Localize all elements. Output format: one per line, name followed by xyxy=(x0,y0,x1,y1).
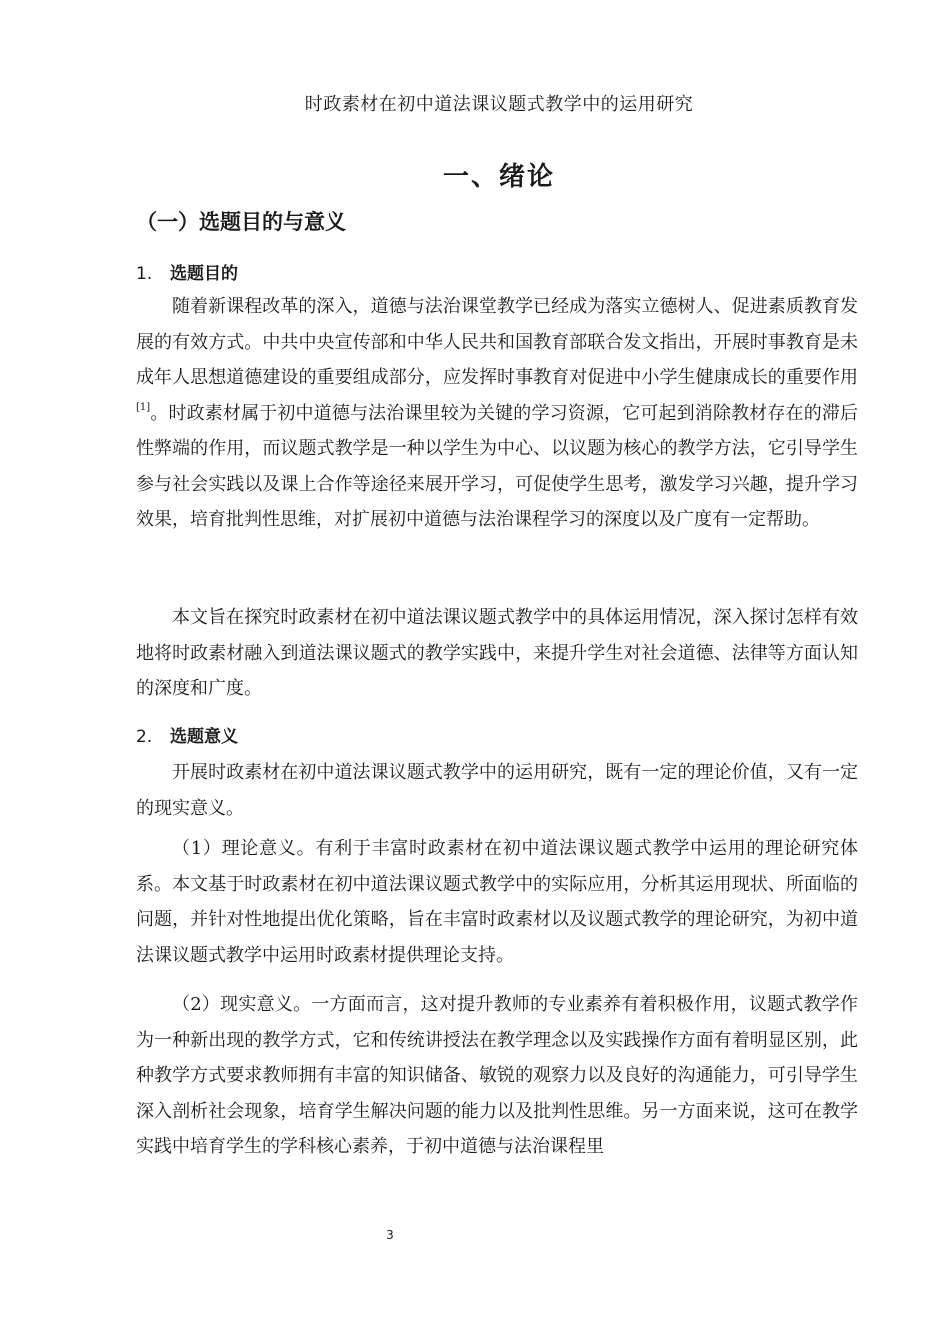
paragraph-text: 。时政素材属于初中道德与法治课里较为关键的学习资源，它可起到消除教材存在的滞后性弊端的作用，而议题式教学是一种以学生为中心、以议题为核心的教学方法，它引导学生参与社会实践以及课上合作等途径来展开学习，可促使学生思考，激发学习兴趣，提升学习效果，培育批判性思维，对扩展初中道德与法治课程学习的深度以及广度有一定帮助。 xyxy=(136,402,858,530)
subsection-title: 选题目的 xyxy=(170,264,238,284)
subsection-heading-significance xyxy=(136,722,238,747)
chapter-title: 一、绪论 xyxy=(442,162,555,192)
paragraph-significance-intro: 开展时政素材在初中道法课议题式教学中的运用研究，既有一定的理论价值，又有一定的现实意义。 xyxy=(136,762,858,819)
paragraph-purpose-2: 本文旨在探究时政素材在初中道法课议题式教学中的具体运用情况，深入探讨怎样有效地将时政素材融入到道法课议题式的教学实践中，来提升学生对社会道德、法律等方面认知的深度和广度。 xyxy=(136,607,858,699)
subsection-title: 选题意义 xyxy=(170,727,238,747)
subsection-number: 2. xyxy=(136,727,153,747)
paragraph-practical-significance: （2）现实意义。一方面而言，这对提升教师的专业素养有着积极作用，议题式教学作为一种新出现的教学方式，它和传统讲授法在教学理念以及实践操作方面有着明显区别，此种教学方式要求教师拥有丰富的知识储备、敏锐的观察力以及良好的沟通能力，可引导学生深入剖析社会现象，培育学生解决问题的能力以及批判性思维。另一方面来说，这可在教学实践中培育学生的学科核心素养，于初中道德与法治课程里 xyxy=(136,994,858,1157)
running-header: 时政素材在初中道法课议题式教学中的运用研究 xyxy=(304,94,694,115)
subsection-number: 1. xyxy=(136,264,153,284)
page-number: 3 xyxy=(386,1228,394,1242)
paragraph-theoretical-significance: （1）理论意义。有利于丰富时政素材在初中道法课议题式教学中运用的理论研究体系。本文基于时政素材在初中道法课议题式教学中的实际应用，分析其运用现状、所面临的问题，并针对性地提出优化策略，旨在丰富时政素材以及议题式教学的理论研究，为初中道法课议题式教学中运用时政素材提供理论支持。 xyxy=(136,838,858,966)
paragraph-text: 随着新课程改革的深入，道德与法治课堂教学已经成为落实立德树人、促进素质教育发展的有效方式。中共中央宣传部和中华人民共和国教育部联合发文指出，开展时事教育是未成年人思想道德建设的重要组成部分，应发挥时事教育对促进中小学生健康成长的重要作用 xyxy=(136,296,858,388)
citation-marker[interactable]: [1] xyxy=(136,401,151,413)
section-title: （一）选题目的与意义 xyxy=(136,210,346,234)
paragraph-purpose-1 xyxy=(136,289,858,538)
subsection-heading-purpose xyxy=(136,259,238,284)
